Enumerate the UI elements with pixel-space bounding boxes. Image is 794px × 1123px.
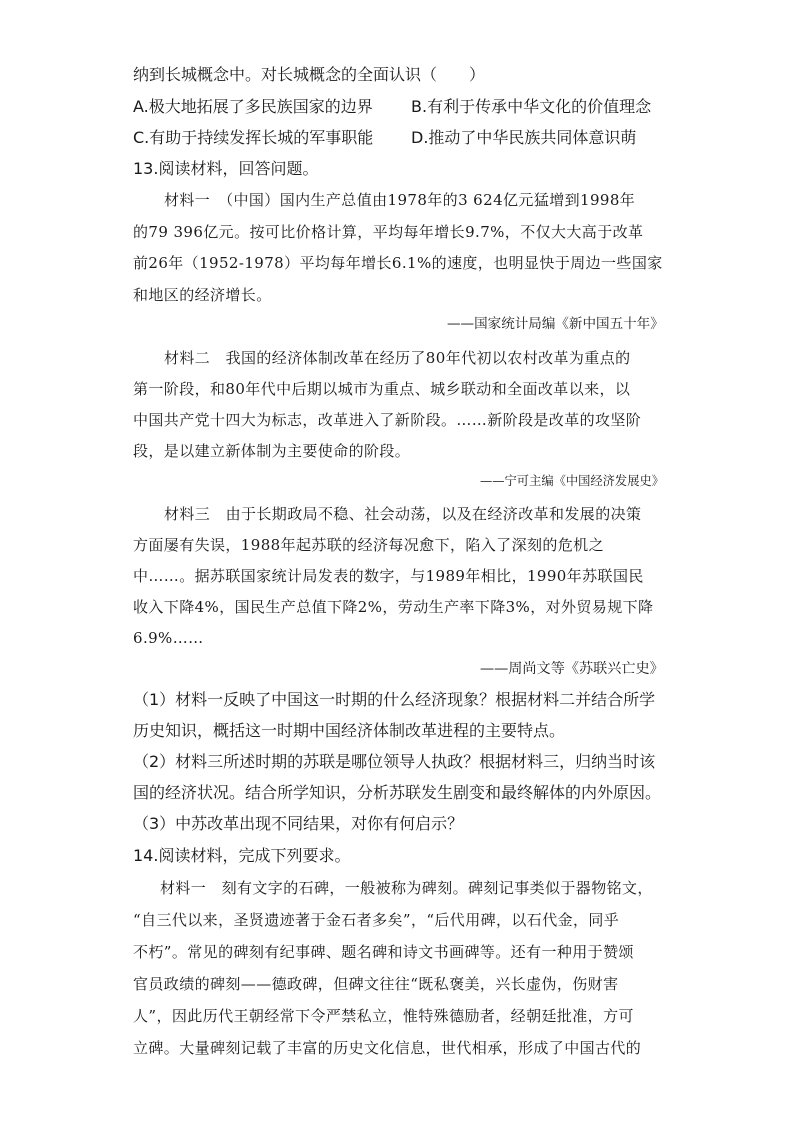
q13-source2: ——宁可主编《中国经济发展史》: [480, 474, 664, 488]
q13-material2-line: 段，是以建立新体制为主要使命的阶段。: [133, 442, 411, 460]
q12-stem-tail: 纳到长城概念中。对长城概念的全面认识（ ）: [133, 65, 486, 84]
q13-material2-line: 中国共产党十四大为标志，改革进入了新阶段。……新阶段是改革的攻坚阶: [133, 411, 642, 429]
q14-material1-line: 官员政绩的碑刻——德政碑，但碑文往往“既私褒美，兴长虚伪，伤财害: [133, 975, 619, 993]
q12-option-b[interactable]: B.有利于传承中华文化的价值理念: [411, 97, 652, 116]
q13-material3-line: 方面屡有失误，1988年起苏联的经济每况愈下，陷入了深刻的危机之: [133, 536, 604, 554]
q13-material3-line: 6.9%……: [133, 629, 204, 647]
q13-source1: ——国家统计局编《新中国五十年》: [447, 316, 664, 332]
q14-material1-line: “自三代以来，圣贤遗迹著于金石者多矣”，“后代用碑，以石代金，同乎: [133, 911, 620, 929]
q12-option-a[interactable]: A.极大地拓展了多民族国家的边界: [133, 97, 373, 116]
q13-sub3: （3）中苏改革出现不同结果，对你有何启示？: [133, 814, 464, 833]
q12-option-c[interactable]: C.有助于持续发挥长城的军事职能: [133, 128, 374, 147]
q14-material1-line: 立碑。大量碑刻记载了丰富的历史文化信息，世代相承，形成了中国古代的: [133, 1039, 642, 1057]
q13-material1-line: 材料一 （中国）国内生产总值由1978年的3 624亿元猛增到1998年: [164, 191, 636, 209]
q13-material1-line: 和地区的经济增长。: [133, 286, 272, 304]
q12-option-d[interactable]: D.推动了中华民族共同体意识萌: [411, 128, 637, 147]
q13-sub2-line: 国的经济状况。结合所学知识，分析苏联发生剧变和最终解体的内外原因。: [133, 783, 662, 802]
q14-material1-line: 材料一 刻有文字的石碑，一般被称为碑刻。碑刻记事类似于器物铭文，: [160, 879, 653, 897]
q13-title: 13.阅读材料，回答问题。: [133, 159, 319, 178]
q13-material1-line: 的79 396亿元。按可比价格计算，平均每年增长9.7%，不仅大大高于改革: [133, 223, 644, 241]
q14-title: 14.阅读材料，完成下列要求。: [133, 846, 351, 865]
q13-material2-line: 材料二 我国的经济体制改革在经历了80年代初以农村改革为重点的: [164, 349, 631, 367]
q13-material3-line: 材料三 由于长期政局不稳、社会动荡，以及在经济改革和发展的决策: [164, 505, 642, 523]
q13-material3-line: 收入下降4%，国民生产总值下降2%，劳动生产率下降3%，对外贸易规下降: [133, 598, 654, 616]
q13-material2-line: 第一阶段，和80年代中后期以城市为重点、城乡联动和全面改革以来，以: [133, 380, 631, 398]
q13-sub2-line: （2）材料三所述时期的苏联是哪位领导人执政？根据材料三，归纳当时该: [133, 752, 656, 771]
q14-material1-line: 人”，因此历代王朝经常下令严禁私立，惟特殊德励者，经朝廷批准，方可: [133, 1007, 634, 1025]
q13-sub1-line: （1）材料一反映了中国这一时期的什么经济现象？根据材料二并结合所学: [133, 690, 656, 709]
q13-sub1-line: 历史知识，概括这一时期中国经济体制改革进程的主要特点。: [133, 721, 566, 740]
q13-material3-line: 中……。据苏联国家统计局发表的数字，与1989年相比，1990年苏联国民: [133, 567, 644, 585]
q13-source3: ——周尚文等《苏联兴亡史》: [480, 661, 664, 677]
q13-material1-line: 前26年（1952-1978）平均每年增长6.1%的速度，也明显快于周边一些国家: [133, 254, 663, 272]
q14-material1-line: 不朽”。常见的碑刻有纪事碑、题名碑和诗文书画碑等。还有一种用于赞颂: [133, 943, 634, 961]
